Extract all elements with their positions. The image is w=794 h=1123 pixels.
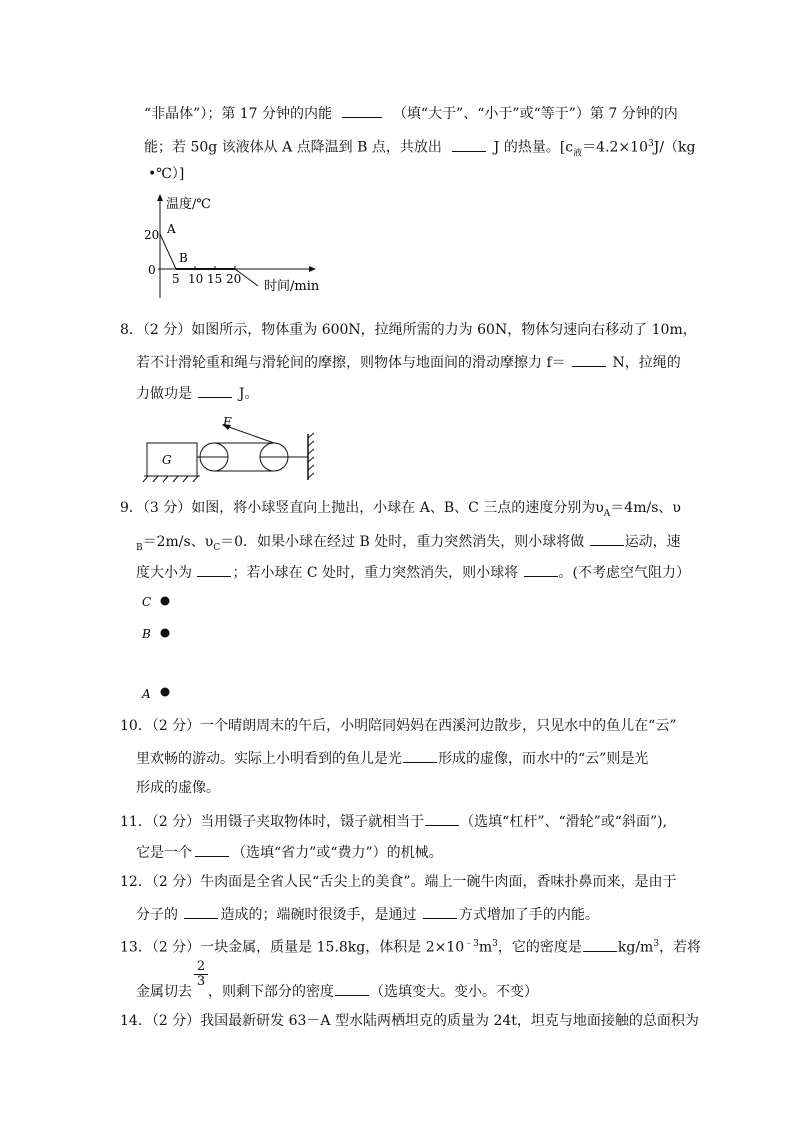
answer-blank[interactable] (195, 841, 229, 857)
q13-line-1 (120, 934, 701, 958)
q10-text: 形成的虚像。 (136, 780, 220, 796)
q7-text: ＝4.2×10 (582, 139, 648, 156)
q11-text: 11．（2 分）当用镊子夹取物体时，镊子就相当于 (120, 814, 425, 830)
q13-text: m (478, 939, 493, 956)
q11-text: （选填“杠杆”、“滑轮”或“斜面”), (460, 814, 668, 830)
subscript: B (136, 542, 143, 553)
q8-line-1 (120, 320, 697, 340)
superscript: 3 (647, 139, 654, 149)
q8-line-2 (136, 351, 681, 373)
ball-b (161, 629, 170, 638)
q9-text: 。(不考虑空气阻力） (558, 565, 690, 581)
q13-text: （选填变大。变小。不变） (370, 984, 538, 1000)
ball-a (161, 688, 170, 697)
ground-hatch (143, 476, 198, 482)
force-label: F (223, 415, 232, 429)
x-tick-label: 5 (172, 272, 180, 286)
q12-text: 造成的；端碗时很烫手，是通过 (220, 907, 417, 923)
wall-hatch (308, 433, 314, 478)
x-tick-label: 15 (207, 272, 223, 286)
point-label-a: A (142, 687, 151, 701)
point-label-b: B (179, 251, 188, 265)
q13-line-2 (136, 980, 538, 1002)
q10-text: 里欢畅的游动。实际上小明看到的鱼儿是光 (136, 751, 402, 767)
superscript: ﹣3 (464, 939, 479, 949)
answer-blank[interactable] (335, 980, 369, 996)
q7-text: “非晶体”）；第 17 分钟的内能 (144, 106, 333, 122)
q12-line-2 (136, 903, 599, 925)
q13-text: 13．（2 分）一块金属，质量是 15.8kg，体积是 2×10 (120, 939, 465, 956)
ball-positions-diagram (138, 588, 198, 706)
q13-text: ，若将 (659, 939, 702, 956)
answer-blank[interactable] (572, 351, 606, 367)
q8-text: N，拉绳的 (612, 355, 681, 371)
q13-text: ，它的密度是 (497, 939, 582, 956)
point-label-c: C (142, 595, 152, 609)
q11-line-2 (136, 841, 443, 863)
q7-text: •℃）] (148, 166, 185, 182)
q7-line-2 (144, 134, 696, 163)
q9-line-3 (136, 561, 690, 583)
q7-line-1 (144, 102, 678, 124)
q7-text: （填“大于”、“小于”或“等于”）第 7 分钟的内 (392, 106, 678, 122)
point-label-a: A (167, 222, 176, 236)
y-tick-label: 0 (148, 263, 156, 277)
q14-line-1 (120, 1011, 699, 1031)
subscript: A (603, 508, 611, 519)
q8-text: J。 (238, 386, 259, 402)
cooling-line (160, 234, 176, 269)
block-g (147, 443, 197, 476)
answer-blank[interactable] (425, 810, 459, 826)
answer-blank[interactable] (198, 382, 232, 398)
q9-text: ＝2m/s、υ (142, 534, 214, 550)
q10-line-3 (136, 778, 220, 798)
y-tick-label: 20 (144, 228, 160, 242)
q10-text: 形成的虚像，而水中的“云”则是光 (438, 751, 649, 767)
x-axis-label: 时间/min (264, 279, 320, 294)
fraction-denominator: 3 (196, 974, 206, 989)
q12-line-1 (120, 872, 676, 892)
q10-line-2 (136, 747, 648, 769)
q10-text: 10．（2 分）一个晴朗周末的午后，小明陪同妈妈在西溪河边散步，只见水中的鱼儿在“云” (120, 718, 677, 734)
q8-text: 力做功是 (136, 386, 192, 402)
q13-text: ，则剩下部分的密度 (208, 984, 334, 1000)
x-tick-label: 10 (188, 272, 204, 286)
q7-text: J/（kg (653, 139, 696, 156)
q7-text: J 的热量。[c (493, 139, 574, 156)
answer-blank[interactable] (423, 903, 457, 919)
superscript: 3 (653, 939, 660, 949)
point-label-b: B (142, 627, 151, 641)
q12-text: 方式增加了手的内能。 (458, 907, 599, 923)
q9-text: ＝4m/s、υ (610, 500, 681, 516)
q9-text: ＝0．如果小球在经过 B 处时，重力突然消失，则小球将做 (220, 534, 585, 550)
answer-blank[interactable] (524, 561, 558, 577)
q13-text: 金属切去 (136, 984, 192, 1000)
q11-text: 它是一个 (136, 845, 192, 861)
ball-c (161, 597, 170, 606)
subscript: 液 (573, 148, 583, 159)
superscript: 3 (492, 939, 498, 949)
q9-text: ；若小球在 C 处时，重力突然消失，则小球将 (232, 565, 519, 581)
q9-line-2 (136, 530, 681, 558)
fraction-numerator: 2 (196, 959, 206, 974)
x-tick-label: 20 (226, 272, 242, 286)
q8-text: 8．（2 分）如图所示，物体重为 600N，拉绳所需的力为 60N，物体匀速向右移动了 10m， (120, 322, 697, 338)
subscript: C (213, 542, 221, 553)
q8-text: 若不计滑轮重和绳与滑轮间的摩擦，则物体与地面间的滑动摩擦力 f＝ (136, 355, 566, 371)
y-axis-label: 温度/℃ (166, 197, 211, 212)
pull-rope (226, 426, 274, 443)
answer-blank[interactable] (184, 903, 218, 919)
y-axis-arrow (157, 194, 163, 201)
q7-text: 能；若 50g 该液体从 A 点降温到 B 点，共放出 (144, 139, 442, 156)
answer-blank[interactable] (452, 136, 486, 152)
q10-line-1 (120, 716, 676, 736)
answer-blank[interactable] (342, 102, 382, 118)
q9-text: 度大小为 (136, 565, 192, 581)
q14-text: 14．（2 分）我国最新研发 63－A 型水陆两栖坦克的质量为 24t，坦克与地面接触的总面积为 (120, 1013, 699, 1029)
answer-blank[interactable] (403, 747, 437, 763)
q7-line-3 (148, 164, 184, 184)
q11-line-1 (120, 810, 667, 832)
q13-text: kg/m (617, 939, 654, 956)
temperature-time-graph (140, 190, 340, 300)
answer-blank[interactable] (583, 936, 617, 952)
q11-text: （选填“省力”或“费力”）的机械。 (232, 845, 443, 861)
q9-line-1 (120, 498, 681, 524)
q9-text: 9．（3 分）如图，将小球竖直向上抛出，小球在 A、B、C 三点的速度分别为υ (120, 500, 604, 516)
pulley-diagram (138, 414, 328, 484)
q12-text: 分子的 (136, 907, 178, 923)
block-label: G (162, 453, 172, 467)
q12-text: 12．（2 分）牛肉面是全省人民“舌尖上的美食”。端上一碗牛肉面，香味扑鼻而来，是由于 (120, 874, 677, 890)
answer-blank[interactable] (590, 530, 624, 546)
x-axis-arrow (309, 266, 316, 272)
q8-line-3 (136, 382, 259, 404)
answer-blank[interactable] (197, 561, 231, 577)
q9-text: 运动，速 (624, 534, 681, 550)
